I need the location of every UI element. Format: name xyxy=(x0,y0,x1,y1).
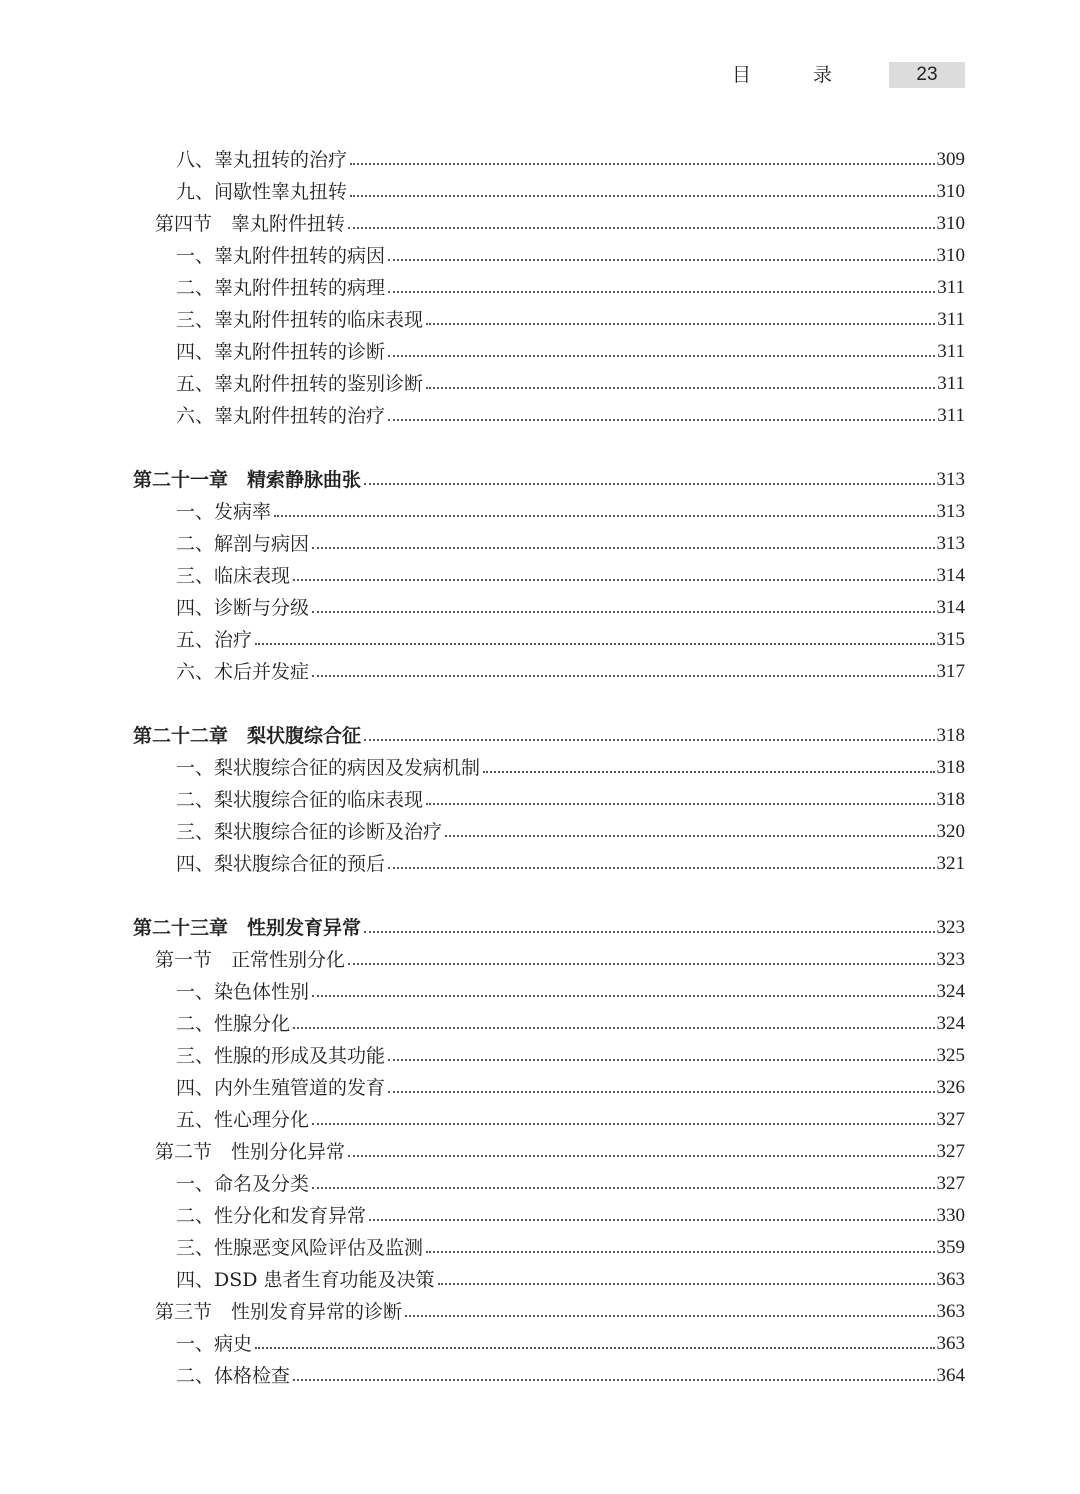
toc-entry-page: 364 xyxy=(936,1365,965,1386)
toc-entry-label: 四、睾丸附件扭转的诊断 xyxy=(176,341,386,363)
dot-leader xyxy=(364,483,934,485)
toc-entry-page: 314 xyxy=(936,597,965,618)
dot-leader xyxy=(348,963,934,965)
toc-entry-page: 321 xyxy=(936,853,965,874)
dot-leader xyxy=(405,1315,934,1317)
dot-leader xyxy=(388,867,934,869)
dot-leader xyxy=(364,931,934,933)
toc-entry-label: 二、体格检查 xyxy=(176,1365,291,1387)
toc-entry-page: 318 xyxy=(936,789,965,810)
dot-leader xyxy=(388,259,934,261)
dot-leader xyxy=(348,227,934,229)
toc-entry-label: 四、内外生殖管道的发育 xyxy=(176,1077,386,1099)
toc-item-entry[interactable] xyxy=(176,1008,965,1040)
page-header xyxy=(0,62,1080,88)
dot-leader xyxy=(255,1347,934,1349)
toc-entry-label: 一、病史 xyxy=(176,1333,253,1355)
dot-leader xyxy=(438,1283,935,1285)
toc-entry-page: 326 xyxy=(936,1077,965,1098)
toc-item-entry[interactable] xyxy=(176,976,965,1008)
toc-item-entry[interactable] xyxy=(176,848,965,880)
toc-entry-label: 第二十二章 梨状腹综合征 xyxy=(133,725,362,747)
toc-entry-page: 359 xyxy=(936,1237,965,1258)
toc-chapter-entry[interactable] xyxy=(133,912,965,944)
dot-leader xyxy=(293,1379,934,1381)
toc-entry-label: 第四节 睾丸附件扭转 xyxy=(155,213,346,235)
dot-leader xyxy=(426,387,935,389)
toc-item-entry[interactable] xyxy=(176,1168,965,1200)
toc-entry-page: 311 xyxy=(937,373,965,394)
toc-entry-label: 六、睾丸附件扭转的治疗 xyxy=(176,405,386,427)
toc-entry-label: 一、梨状腹综合征的病因及发病机制 xyxy=(176,757,481,779)
dot-leader xyxy=(312,547,934,549)
toc-entry-page: 323 xyxy=(936,917,965,938)
dot-leader xyxy=(369,1219,934,1221)
toc-entry-label: 第二节 性别分化异常 xyxy=(155,1141,346,1163)
toc-entry-label: 一、发病率 xyxy=(176,501,272,523)
toc-item-entry[interactable] xyxy=(176,1328,965,1360)
dot-leader xyxy=(388,1091,934,1093)
toc-entry-label: 三、睾丸附件扭转的临床表现 xyxy=(176,309,424,331)
toc-entry-page: 310 xyxy=(936,213,965,234)
dot-leader xyxy=(348,1155,934,1157)
toc-entry-page: 313 xyxy=(936,469,965,490)
dot-leader xyxy=(312,1123,934,1125)
toc-item-entry[interactable] xyxy=(176,1072,965,1104)
toc-entry-page: 309 xyxy=(936,149,965,170)
dot-leader xyxy=(388,419,935,421)
dot-leader xyxy=(388,291,935,293)
toc-item-entry[interactable] xyxy=(176,592,965,624)
dot-leader xyxy=(445,835,934,837)
toc-entry-page: 363 xyxy=(936,1301,965,1322)
dot-leader xyxy=(312,675,934,677)
toc-item-entry[interactable] xyxy=(176,1232,965,1264)
toc-entry-page: 363 xyxy=(936,1333,965,1354)
toc-entry-page: 324 xyxy=(936,981,965,1002)
dot-leader xyxy=(388,355,935,357)
toc-item-entry[interactable] xyxy=(176,816,965,848)
table-of-contents xyxy=(0,144,1080,1392)
toc-entry-label: 四、梨状腹综合征的预后 xyxy=(176,853,386,875)
toc-entry-page: 311 xyxy=(937,309,965,330)
toc-entry-label: 五、性心理分化 xyxy=(176,1109,310,1131)
toc-entry-label: 三、性腺恶变风险评估及监测 xyxy=(176,1237,424,1259)
header-title: 目 录 xyxy=(731,64,860,86)
dot-leader xyxy=(312,611,934,613)
dot-leader xyxy=(350,195,934,197)
toc-item-entry[interactable] xyxy=(176,560,965,592)
toc-item-entry[interactable] xyxy=(176,528,965,560)
toc-item-entry[interactable] xyxy=(176,368,965,400)
toc-entry-page: 318 xyxy=(936,757,965,778)
toc-item-entry[interactable] xyxy=(176,272,965,304)
toc-entry-page: 314 xyxy=(936,565,965,586)
toc-entry-label: 一、染色体性别 xyxy=(176,981,310,1003)
toc-entry-page: 325 xyxy=(936,1045,965,1066)
toc-section-entry[interactable] xyxy=(155,944,965,976)
dot-leader xyxy=(274,515,934,517)
toc-entry-label: 三、性腺的形成及其功能 xyxy=(176,1045,386,1067)
dot-leader xyxy=(364,739,934,741)
toc-entry-label: 五、睾丸附件扭转的鉴别诊断 xyxy=(176,373,424,395)
toc-entry-label: 二、解剖与病因 xyxy=(176,533,310,555)
toc-item-entry[interactable] xyxy=(176,496,965,528)
toc-chapter-entry[interactable] xyxy=(133,720,965,752)
dot-leader xyxy=(255,643,934,645)
toc-entry-label: 五、治疗 xyxy=(176,629,253,651)
toc-chapter-entry[interactable] xyxy=(133,464,965,496)
toc-entry-label: 第一节 正常性别分化 xyxy=(155,949,346,971)
toc-item-entry[interactable] xyxy=(176,752,965,784)
toc-entry-label: 二、性分化和发育异常 xyxy=(176,1205,367,1227)
toc-entry-page: 311 xyxy=(937,405,965,426)
toc-item-entry[interactable] xyxy=(176,304,965,336)
dot-leader xyxy=(312,995,934,997)
toc-section-entry[interactable] xyxy=(155,1136,965,1168)
toc-entry-label: 九、间歇性睾丸扭转 xyxy=(176,181,348,203)
toc-item-entry[interactable] xyxy=(176,176,965,208)
toc-entry-page: 317 xyxy=(936,661,965,682)
toc-entry-label: 六、术后并发症 xyxy=(176,661,310,683)
toc-entry-label: 三、梨状腹综合征的诊断及治疗 xyxy=(176,821,443,843)
toc-entry-page: 320 xyxy=(936,821,965,842)
toc-item-entry[interactable] xyxy=(176,1040,965,1072)
toc-item-entry[interactable] xyxy=(176,1200,965,1232)
toc-entry-label: 三、临床表现 xyxy=(176,565,291,587)
toc-entry-page: 318 xyxy=(936,725,965,746)
toc-item-entry[interactable] xyxy=(176,1360,965,1392)
toc-item-entry[interactable] xyxy=(176,240,965,272)
toc-entry-label: 八、睾丸扭转的治疗 xyxy=(176,149,348,171)
toc-entry-page: 363 xyxy=(936,1269,965,1290)
toc-entry-page: 324 xyxy=(936,1013,965,1034)
dot-leader xyxy=(293,1027,934,1029)
toc-item-entry[interactable] xyxy=(176,1264,965,1296)
toc-entry-page: 323 xyxy=(936,949,965,970)
toc-entry-label: 第三节 性别发育异常的诊断 xyxy=(155,1301,403,1323)
toc-section-entry[interactable] xyxy=(155,1296,965,1328)
dot-leader xyxy=(388,1059,934,1061)
toc-entry-page: 311 xyxy=(937,341,965,362)
toc-entry-label: 四、DSD 患者生育功能及决策 xyxy=(176,1269,435,1291)
toc-spacer xyxy=(0,880,1080,912)
toc-entry-label: 第二十一章 精索静脉曲张 xyxy=(133,469,362,491)
toc-item-entry[interactable] xyxy=(176,656,965,688)
toc-item-entry[interactable] xyxy=(176,144,965,176)
toc-item-entry[interactable] xyxy=(176,624,965,656)
dot-leader xyxy=(426,803,934,805)
toc-spacer xyxy=(0,432,1080,464)
toc-entry-label: 第二十三章 性别发育异常 xyxy=(133,917,362,939)
toc-item-entry[interactable] xyxy=(176,784,965,816)
toc-entry-page: 315 xyxy=(936,629,965,650)
dot-leader xyxy=(483,771,934,773)
toc-entry-label: 二、梨状腹综合征的临床表现 xyxy=(176,789,424,811)
dot-leader xyxy=(426,323,935,325)
dot-leader xyxy=(293,579,934,581)
toc-entry-page: 313 xyxy=(936,501,965,522)
header-page-number: 23 xyxy=(889,62,965,88)
toc-entry-label: 二、性腺分化 xyxy=(176,1013,291,1035)
toc-entry-page: 327 xyxy=(936,1173,965,1194)
dot-leader xyxy=(426,1251,934,1253)
toc-entry-page: 310 xyxy=(936,181,965,202)
toc-item-entry[interactable] xyxy=(176,400,965,432)
toc-item-entry[interactable] xyxy=(176,336,965,368)
toc-entry-page: 330 xyxy=(936,1205,965,1226)
toc-entry-page: 310 xyxy=(936,245,965,266)
dot-leader xyxy=(312,1187,934,1189)
toc-entry-page: 311 xyxy=(937,277,965,298)
toc-item-entry[interactable] xyxy=(176,1104,965,1136)
toc-spacer xyxy=(0,688,1080,720)
toc-section-entry[interactable] xyxy=(155,208,965,240)
toc-entry-label: 一、命名及分类 xyxy=(176,1173,310,1195)
toc-entry-label: 二、睾丸附件扭转的病理 xyxy=(176,277,386,299)
toc-entry-label: 一、睾丸附件扭转的病因 xyxy=(176,245,386,267)
toc-entry-page: 327 xyxy=(936,1141,965,1162)
dot-leader xyxy=(350,163,934,165)
toc-entry-page: 327 xyxy=(936,1109,965,1130)
toc-entry-label: 四、诊断与分级 xyxy=(176,597,310,619)
toc-entry-page: 313 xyxy=(936,533,965,554)
